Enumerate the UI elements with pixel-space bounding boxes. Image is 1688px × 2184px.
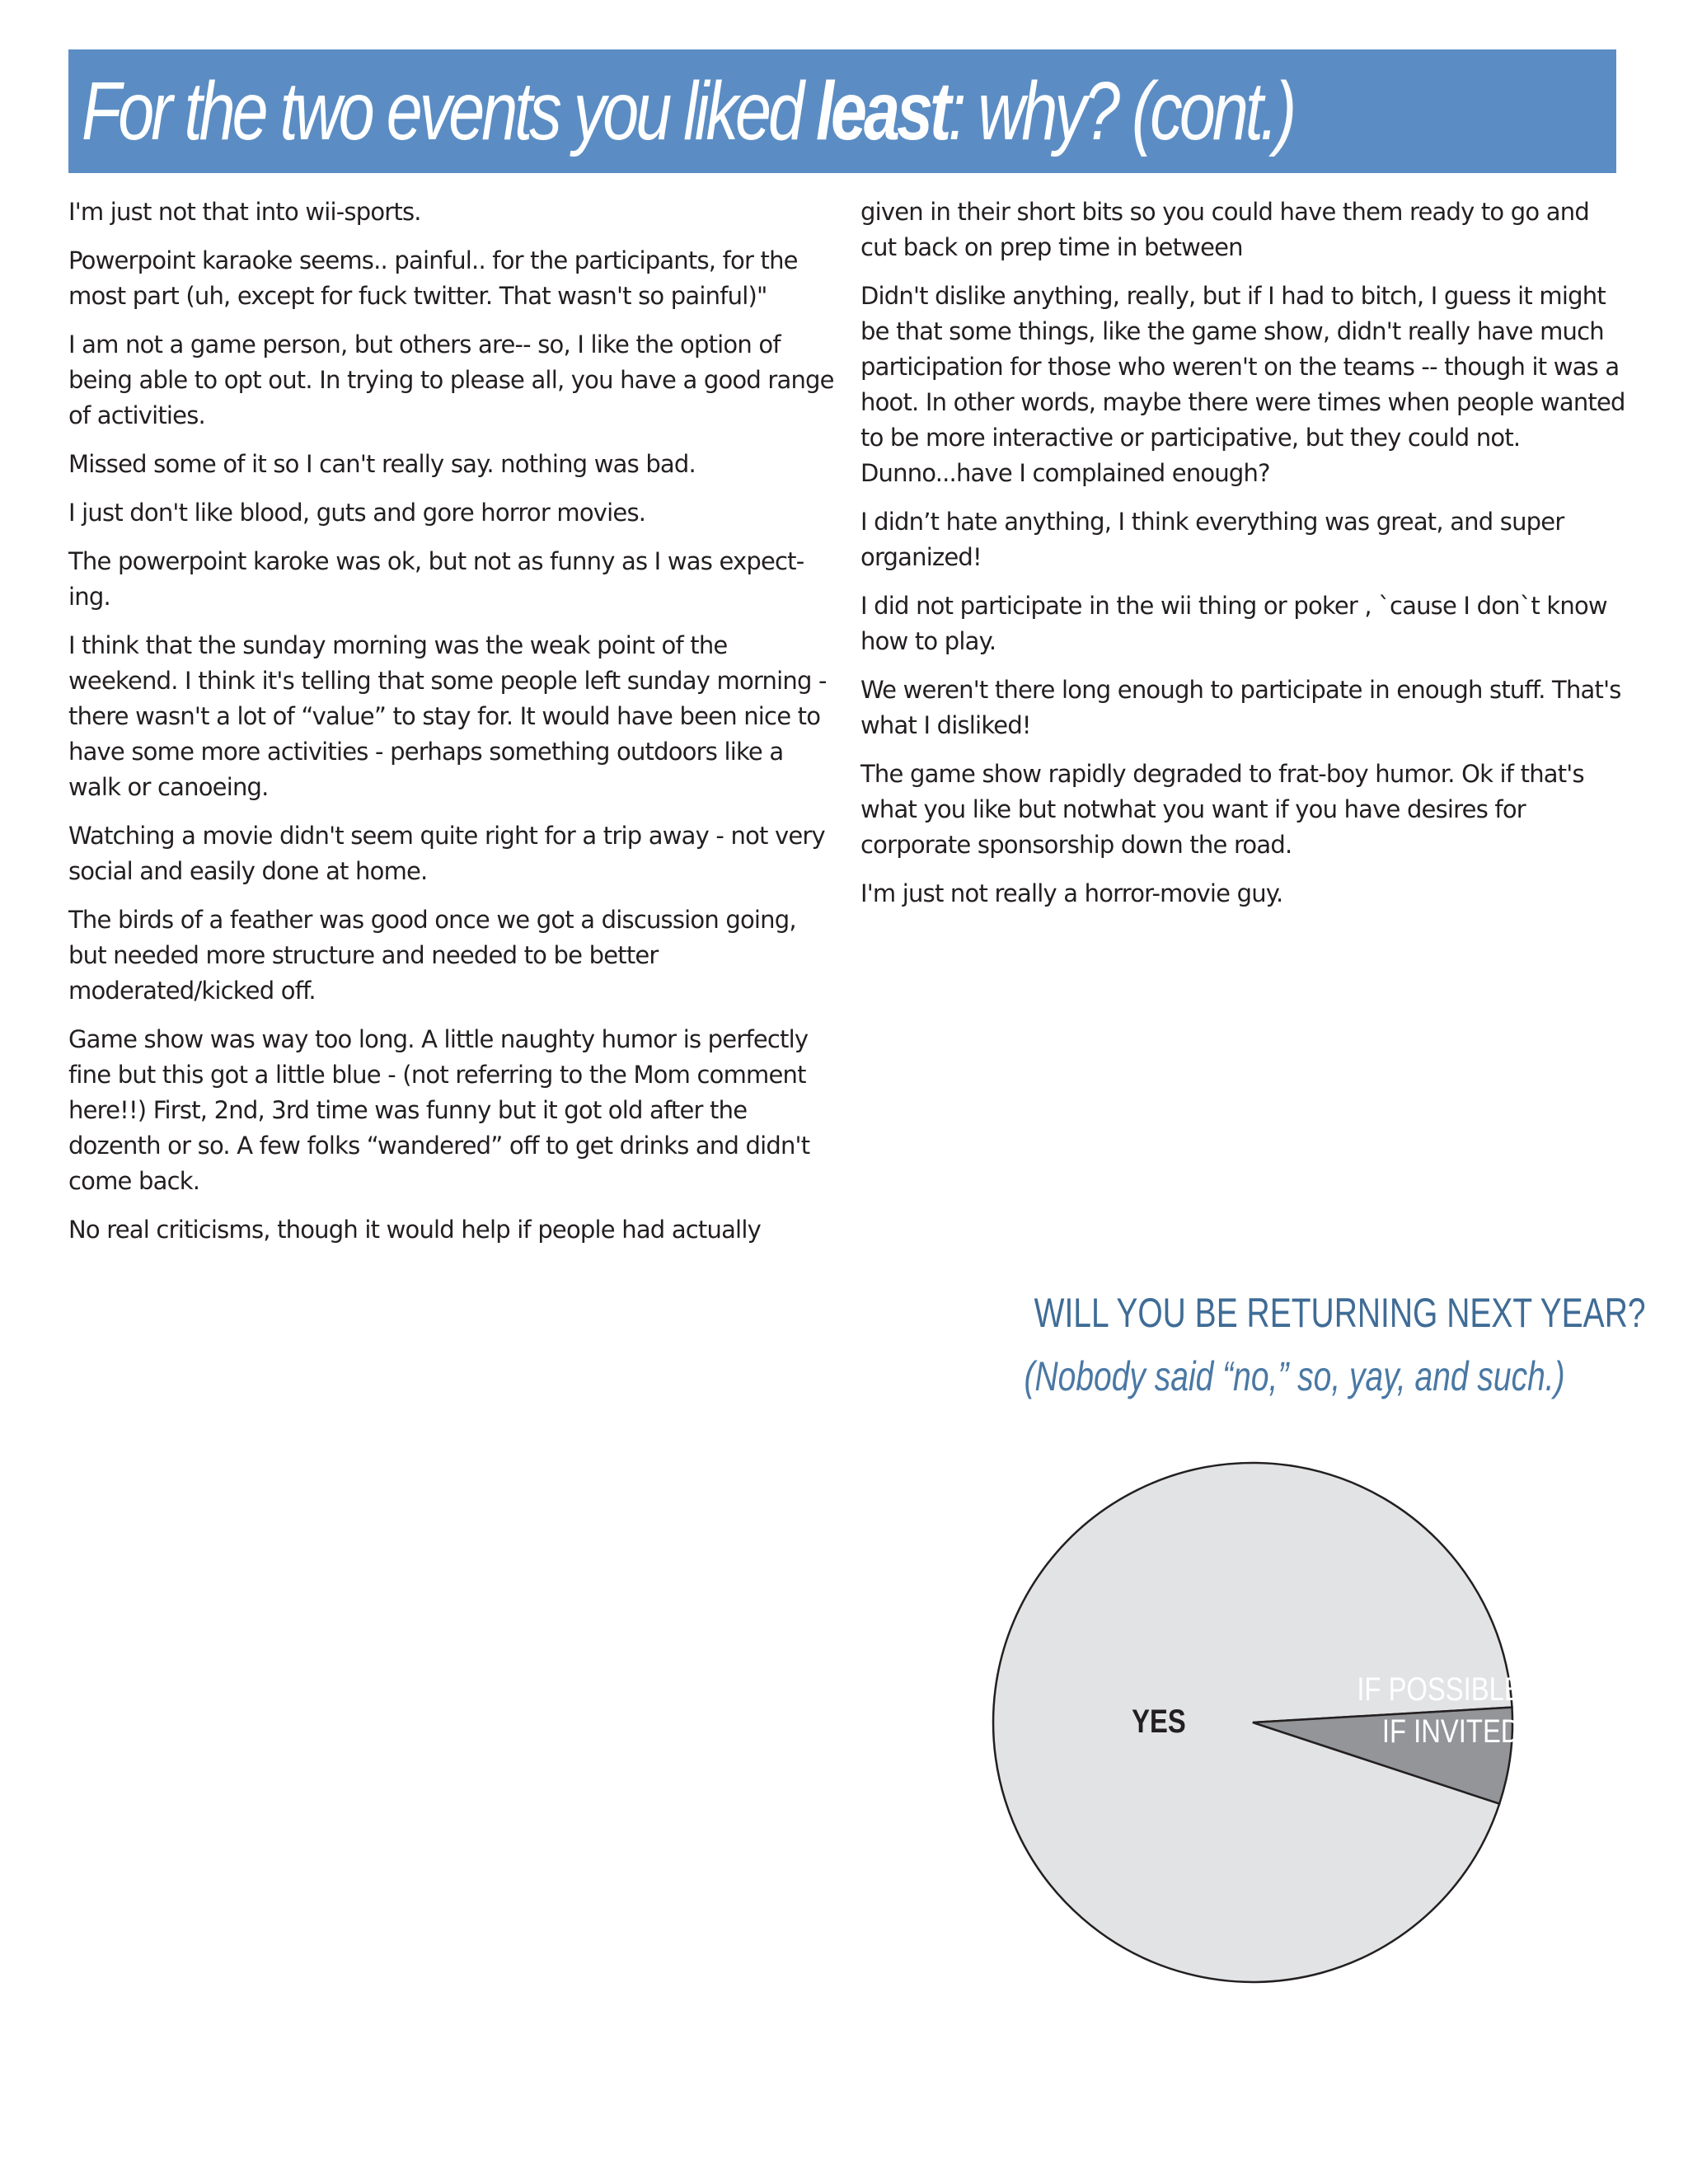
response-text: I didn’t hate anything, I think everything was great, and super organized!	[860, 508, 1564, 571]
response-text: I am not a game person, but others are-- so, I like the option of being able to opt out. In trying to please all, you have a good range of activities.	[68, 330, 834, 429]
response-text: We weren't there long enough to participate in enough stuff. That's what I disliked!	[860, 676, 1621, 739]
response-text: I'm just not that into wii-sports.	[68, 198, 421, 226]
chart-subtitle	[948, 1353, 1574, 1399]
title-prefix: For the two events you liked	[82, 65, 817, 157]
response-text: I did not participate in the wii thing or poker , `cause I don`t know how to play.	[860, 592, 1607, 655]
response-text: I think that the sunday morning was the weak point of the weekend. I think it's telling that some people left sunday morning - there wasn't a lot of “value” to stay for. It would have been nice to have some more activities - perhaps something outdoors like a walk or canoeing.	[68, 631, 827, 801]
chart-title-text: WILL YOU BE RETURNING NEXT YEAR?	[1034, 1290, 1646, 1336]
title-bold: least	[816, 65, 949, 157]
title-suffix: (cont.)	[1131, 65, 1294, 157]
responses-left-column	[68, 194, 835, 1261]
response-text: The birds of a feather was good once we got a discussion going, but needed more structure and needed to be better moderated/kicked off.	[68, 906, 796, 1005]
response-text: given in their short bits so you could have them ready to go and cut back on prep time in between	[860, 198, 1589, 261]
responses-right-column	[860, 194, 1627, 925]
response-text: Game show was way too long. A little naughty humor is perfectly fine but this got a little blue - (not referring to the Mom comment here!!) First, 2nd, 3rd time was funny but it got old after the dozenth or so. A few folks “wandered” off to get drinks and didn't come back.	[68, 1025, 810, 1195]
title-banner	[68, 49, 1616, 173]
pie-label-if-possible-line2: IF INVITED	[1381, 1712, 1521, 1750]
chart-title	[948, 1290, 1646, 1336]
response-text: Watching a movie didn't seem quite right for a trip away - not very social and easily done at home.	[68, 822, 825, 885]
response-text: I just don't like blood, guts and gore horror movies.	[68, 499, 646, 527]
title-middle: : why?	[948, 65, 1132, 157]
page-title	[82, 65, 1294, 157]
response-text: Powerpoint karaoke seems.. painful.. for the participants, for the most part (uh, except for fuck twitter. That wasn't so painful)"	[68, 246, 798, 310]
response-text: No real criticisms, though it would help if people had actually	[68, 1216, 761, 1244]
pie-label-if-possible-line1: IF POSSIBLE/	[1357, 1670, 1530, 1708]
response-text: The game show rapidly degraded to frat-boy humor. Ok if that's what you like but notwhat you want if you have desires for corporate sponsorship down the road.	[860, 760, 1584, 859]
response-text: I'm just not really a horror-movie guy.	[860, 879, 1283, 907]
response-text: Didn't dislike anything, really, but if I had to bitch, I guess it might be that some things, like the game show, didn't really have much participation for those who weren't on the teams -- though it was a hoot. In other words, maybe there were times when people wanted to be more interactive or participative, but they could not. Dunno...have I complained enough?	[860, 282, 1625, 487]
response-text: The powerpoint karoke was ok, but not as funny as I was expect-ing.	[68, 547, 804, 611]
returning-pie-chart	[989, 1451, 1566, 2027]
pie-label-yes: YES	[1132, 1702, 1186, 1740]
response-text: Missed some of it so I can't really say. nothing was bad.	[68, 450, 696, 478]
chart-subtitle-text: (Nobody said “no,” so, yay, and such.)	[1024, 1353, 1565, 1399]
